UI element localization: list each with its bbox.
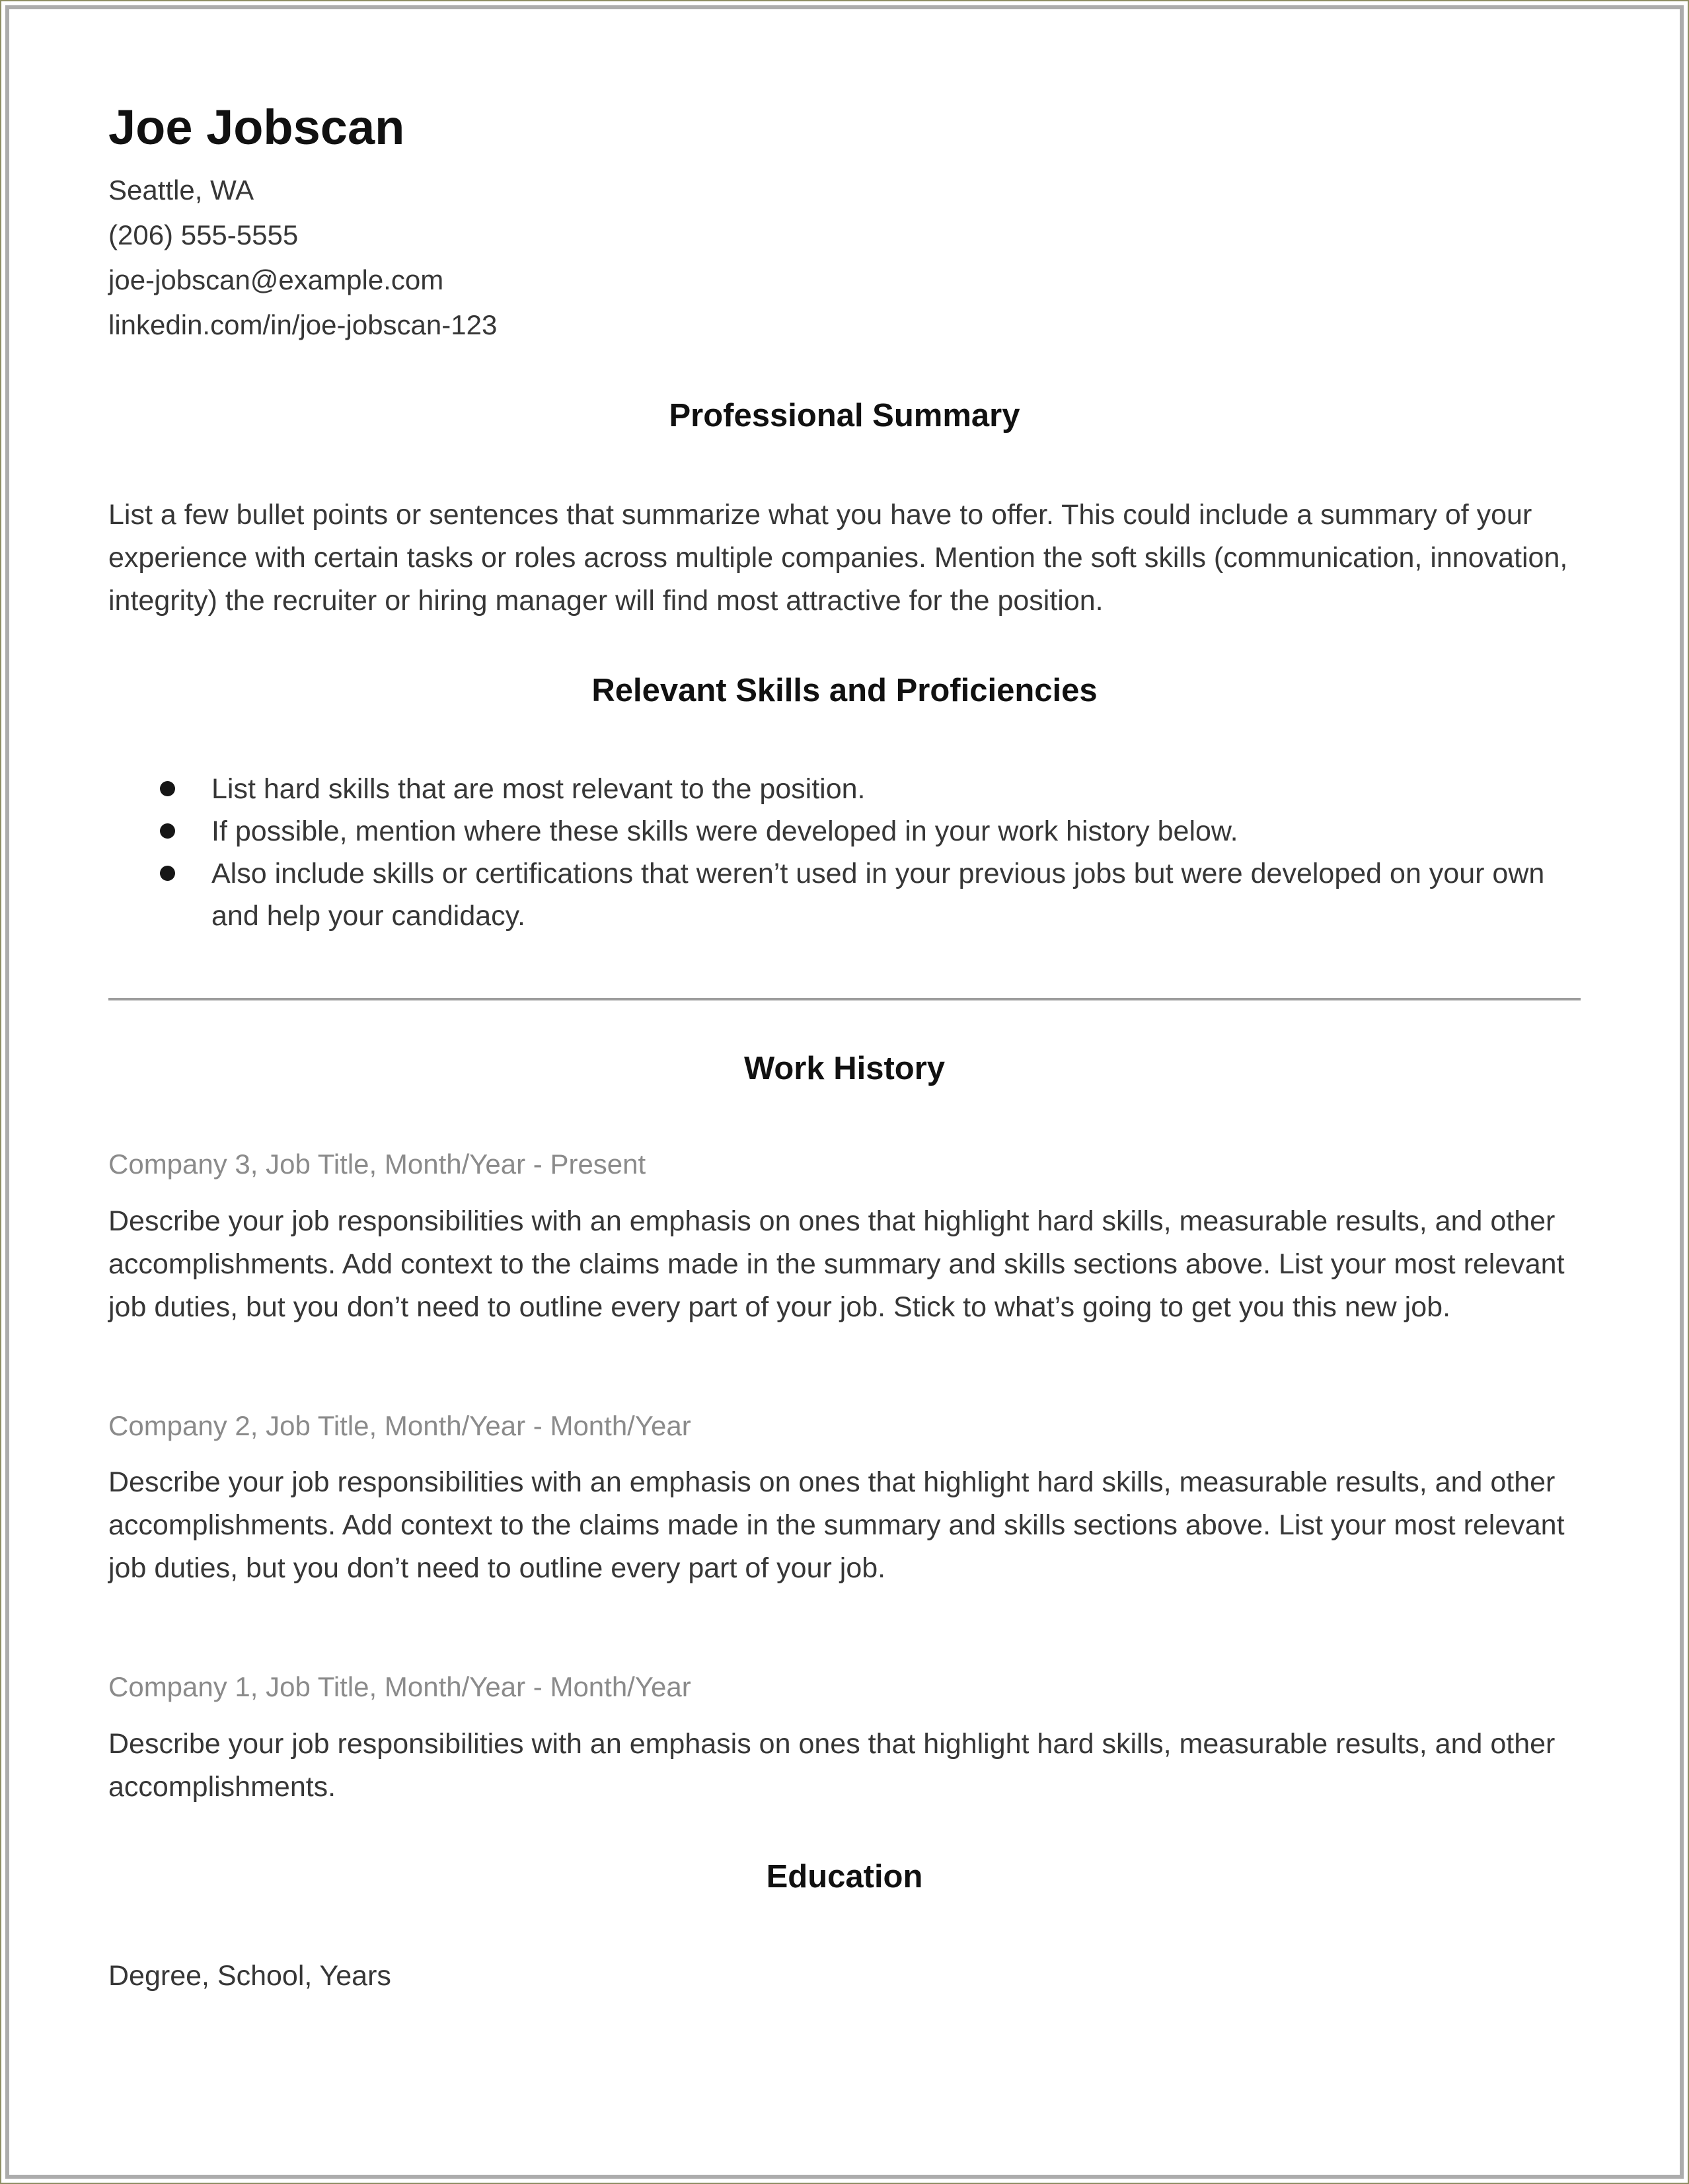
- job-entry: [108, 1669, 1581, 1809]
- job-entry: [108, 1147, 1581, 1329]
- contact-block: [108, 168, 1581, 348]
- job-description: Describe your job responsibilities with an emphasis on ones that highlight hard skills, measurable results, and other accomplishments. Add context to the claims made in the summary and skills sections above. List your most relevant job duties, but you don’t need to outline every part of your job. Stick to what’s going to get you this new job.: [108, 1205, 1565, 1323]
- job-heading: Company 1, Job Title, Month/Year - Month/Year: [108, 1671, 691, 1703]
- candidate-name: Joe Jobscan: [108, 100, 405, 155]
- skill-item: List hard skills that are most relevant to the position.: [211, 768, 1581, 810]
- resume-content: [5, 5, 1684, 2179]
- section-title-work-history: Work History: [743, 1051, 946, 1087]
- section-title-skills: Relevant Skills and Proficiencies: [591, 672, 1098, 708]
- section-title-professional-summary: Professional Summary: [669, 397, 1020, 433]
- job-description: Describe your job responsibilities with an emphasis on ones that highlight hard skills, measurable results, and other accomplishments.: [108, 1727, 1556, 1803]
- skill-item: Also include skills or certifications that weren’t used in your previous jobs but were developed on your own and help your candidacy.: [211, 852, 1581, 937]
- contact-email: joe-jobscan@example.com: [108, 264, 444, 295]
- job-description: Describe your job responsibilities with an emphasis on ones that highlight hard skills, measurable results, and other accomplishments. Add context to the claims made in the summary and skills sections above. List your most relevant job duties, but you don’t need to outline every part of your job.: [108, 1466, 1565, 1585]
- contact-linkedin: linkedin.com/in/joe-jobscan-123: [108, 309, 498, 340]
- section-divider: [108, 998, 1581, 1000]
- skills-list: [108, 768, 1581, 937]
- contact-phone: (206) 555-5555: [108, 219, 299, 250]
- contact-location: Seattle, WA: [108, 174, 254, 206]
- job-heading: Company 3, Job Title, Month/Year - Present: [108, 1148, 646, 1180]
- education-entry: Degree, School, Years: [108, 1959, 391, 1992]
- section-title-education: Education: [766, 1858, 923, 1895]
- work-history-list: [108, 1147, 1581, 1809]
- skill-item: If possible, mention where these skills were developed in your work history below.: [211, 810, 1581, 852]
- job-entry: [108, 1408, 1581, 1591]
- professional-summary-text: List a few bullet points or sentences that summarize what you have to offer. This could include a summary of your experience with certain tasks or roles across multiple companies. Mention the soft skills (communication, innovation, integrity) the recruiter or hiring manager will find most attractive for the position.: [108, 498, 1568, 617]
- job-heading: Company 2, Job Title, Month/Year - Month/Year: [108, 1410, 691, 1441]
